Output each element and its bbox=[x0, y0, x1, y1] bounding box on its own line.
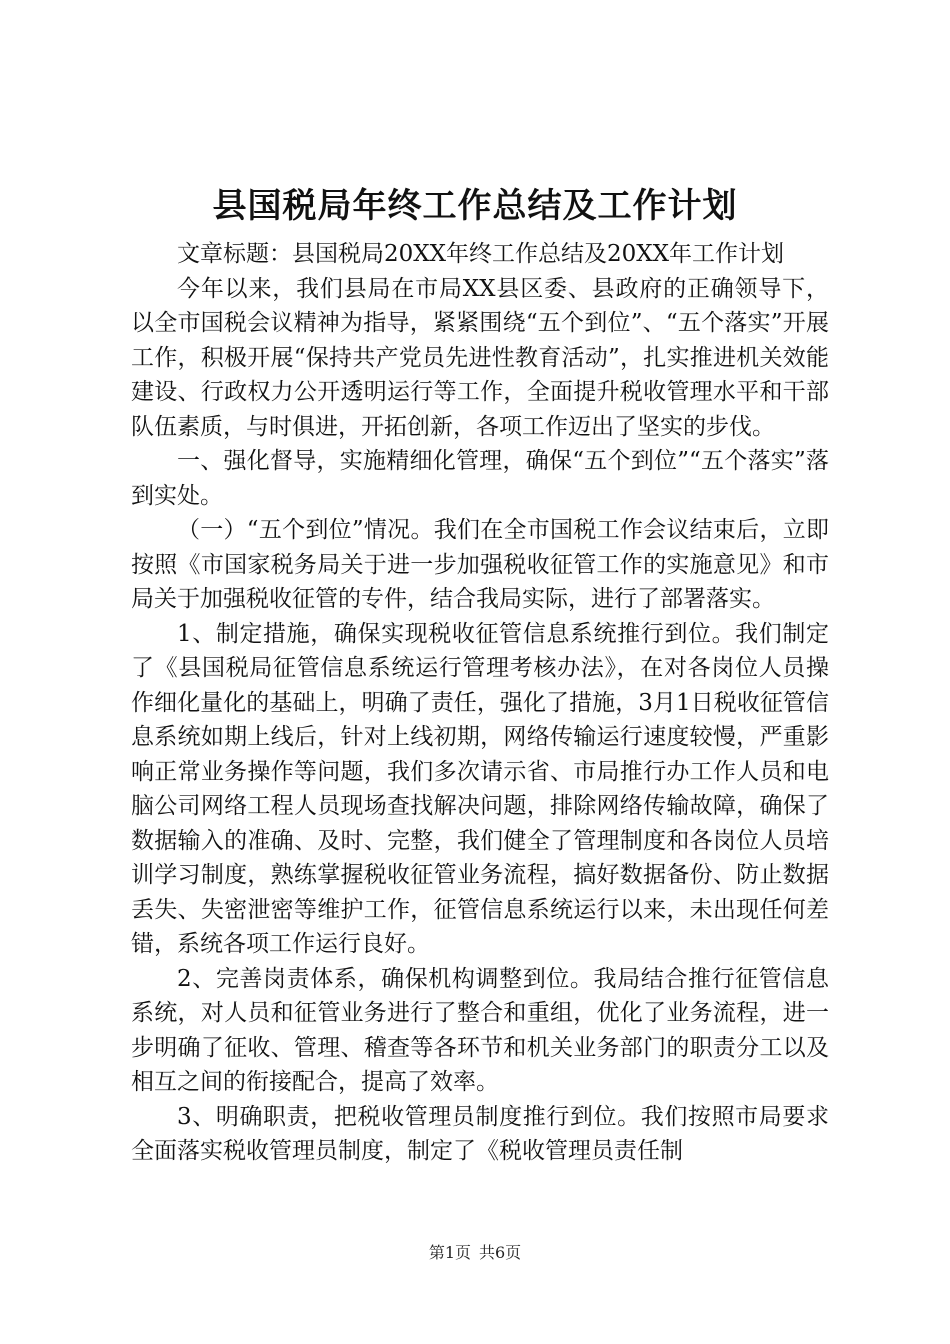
page-total: 共6页 bbox=[479, 1243, 522, 1262]
paragraph-article-title: 文章标题：县国税局20XX年终工作总结及20XX年工作计划 bbox=[177, 241, 785, 267]
paragraph-intro: 今年以来，我们县局在市局XX县区委、县政府的正确领导下，以全市国税会议精神为指导，紧紧围绕“五个到位”、“五个落实”开展工作，积极开展“保持共产党员先进性教育活动”，扎实推进机关效能建设、行政权力公开透明运行等工作，全面提升税收管理水平和干部队伍素质，与时俱进，开拓创新，各项工作迈出了坚实的步伐。 bbox=[131, 275, 829, 440]
document-title: 县国税局年终工作总结及工作计划 bbox=[212, 186, 738, 226]
paragraph-item-3: 3、明确职责，把税收管理员制度推行到位。我们按照市局要求全面落实税收管理员制度，制定了《税收管理员责任制 bbox=[131, 1103, 829, 1164]
paragraph-item-2: 2、完善岗责体系，确保机构调整到位。我局结合推行征管信息系统，对人员和征管业务进行了整合和重组，优化了业务流程，进一步明确了征收、管理、稽查等各环节和机关业务部门的职责分工以及相互之间的衔接配合，提高了效率。 bbox=[131, 965, 829, 1095]
document-body bbox=[131, 237, 829, 1169]
paragraph-item-1: 1、制定措施，确保实现税收征管信息系统推行到位。我们制定了《县国税局征管信息系统运行管理考核办法》，在对各岗位人员操作细化量化的基础上，明确了责任，强化了措施，3月1日税收征管信息系统如期上线后，针对上线初期，网络传输运行速度较慢，严重影响正常业务操作等问题，我们多次请示省、市局推行办工作人员和电脑公司网络工程人员现场查找解决问题，排除网络传输故障，确保了数据输入的准确、及时、完整，我们健全了管理制度和各岗位人员培训学习制度，熟练掌握税收征管业务流程，搞好数据备份、防止数据丢失、失密泄密等维护工作，征管信息系统运行以来，未出现任何差错，系统各项工作运行良好。 bbox=[131, 620, 829, 957]
paragraph-section-1-heading: 一、强化督导，实施精细化管理，确保“五个到位”“五个落实”落到实处。 bbox=[131, 448, 829, 509]
paragraph-subsection-1: （一）“五个到位”情况。我们在全市国税工作会议结束后，立即按照《市国家税务局关于进一步加强税收征管工作的实施意见》和市局关于加强税收征管的专件，结合我局实际，进行了部署落实。 bbox=[131, 517, 829, 612]
page-number: 第1页 bbox=[428, 1243, 471, 1262]
page-footer bbox=[0, 1243, 950, 1263]
